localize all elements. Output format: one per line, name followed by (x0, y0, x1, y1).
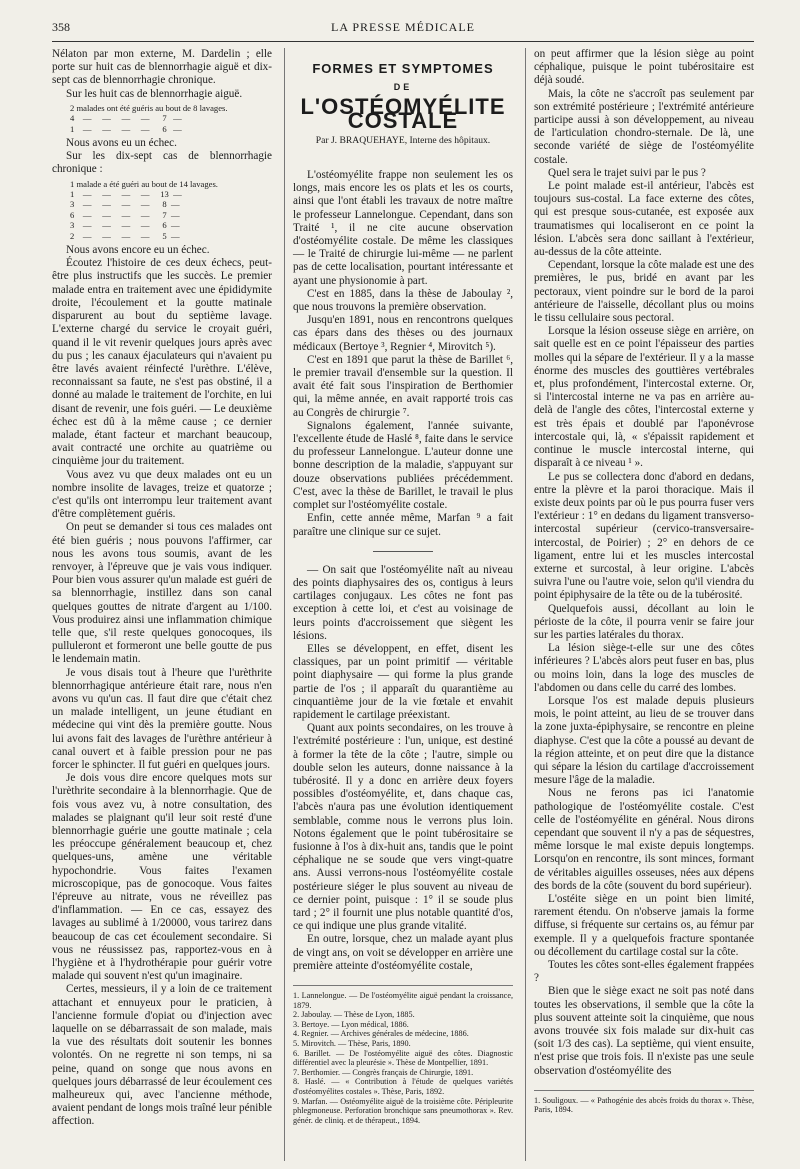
running-header (52, 20, 754, 38)
column-middle (284, 48, 513, 1161)
paragraph: Enfin, cette année même, Marfan ⁹ a fait paraître une clinique sur ce sujet. (293, 512, 513, 538)
paragraph: Mais, la côte ne s'accroît pas seulement par son extrémité postérieure ; l'extrémité antérieure participe aussi à son développement, au niveau de l'articulation chondro-sternale. De là, une seconde variété de siège de l'ostéomyélite costale. (534, 87, 754, 166)
article-author: Par J. BRAQUEHAYE, Interne des hôpitaux. (315, 134, 491, 146)
paragraph: Le pus se collectera donc d'abord en dedans, entre la plèvre et la paroi thoracique. Mais il existe deux points par où le pus pourra fuser vers l'extérieur : 1° en dedans du ligament transverso-intercostal supérieur (cervico-transversaire-intercostal, de Poirier) ; 2° en dehors de ce ligament, entre lui et les muscles intercostal externe et surcostal, à leur origine. L'abcès suivra l'une ou l'autre voie, selon qu'il viendra du point épiphysaire de la tête ou de la tubérosité. (534, 470, 754, 602)
paragraph: Elles se développent, en effet, disent les classiques, par un point primitif — véritable point diaphysaire — qui forme la plus grande partie de l'os ; il apparaît du quarantième au cinquantième jour de la vie fœtale et envahit rapidement le cartilage préexistant. (293, 642, 513, 721)
paragraph: Je vous disais tout à l'heure que l'urèthrite blennorrhagique antérieure était rare, nous n'en avons vu qu'un cas. Il faut dire que c'était chez un malade intelligent, un jeune étudiant en médecine qui vint dès la première goutte. Nous lui avons fait des lavages de l'urèthre antérieur à canal ouvert et à faible pression pour ne pas forcer le sphincter. Il fut guéri en quelques jours. (52, 666, 272, 771)
column-right (525, 48, 754, 1161)
footnote: 8. Haslé. — « Contribution à l'étude de quelques variétés d'ostéomyélites costales ». Thèse, Paris, 1892. (293, 1077, 513, 1096)
text-columns (52, 48, 754, 1161)
table-line: 6 — — — — 7 — (70, 209, 180, 220)
paragraph: Certes, messieurs, il y a loin de ce traitement attachant et ennuyeux pour le praticien, à l'ancienne formule d'opiat ou d'injection avec laquelle on se débarrassait de son malade, mais la vue des résultats doit soutenir les bonnes volontés. On ne regrette ni son temps, ni sa peine, quand on songe que nous avons en quelques jours débarrassé de leur écoulement ces malheureux qui, avec l'ancienne méthode, avaient pendant de longs mois traîné leur pénible affection. (52, 983, 272, 1128)
paragraph: Sur les dix-sept cas de blennorrhagie chronique : (52, 150, 272, 176)
paragraph: Quant aux points secondaires, on les trouve à l'extrémité postérieure : l'un, unique, est destiné à former la tête de la côte ; l'autre, simple ou double selon les auteurs, donne naissance à la tubérosité. Il y a donc en arrière deux foyers possibles d'ostéomyélite, et, dans chaque cas, l'abcès n'aura pas une évolution identiquement semblable, comme nous le verrons plus loin. Notons également que le point tubérositaire se fusionne à l'os à dix-huit ans, tandis que le point céphalique ne se soude que vers vingt-quatre ans. Aussi verrons-nous l'ostéomyélite costale postérieure siéger le plus souvent au niveau de ce dernier point, puisque : 1° il se soude plus tard ; 2° il fournit une plus notable quantité d'os, ce qui indique une plus grande vitalité. (293, 722, 513, 933)
table-line: 3 — — — — 6 — (70, 220, 180, 231)
paragraph: Nous ne ferons pas ici l'anatomie pathologique de l'ostéomyélite costale. C'est celle de l'ostéomyélite en général. Nous dirons cependant que souvent il n'y a pas de séquestres, même lorsque le mal existe depuis longtemps. Lorsqu'on en rencontre, ils sont minces, formant de véritables aiguilles osseuses, nées aux dépens des bords de la côte (souvent du bord supérieur). (534, 787, 754, 892)
footnote: 1. Souligoux. — « Pathogénie des abcès froids du thorax ». Thèse, Paris, 1894. (534, 1095, 754, 1115)
section-divider (373, 551, 433, 552)
footnote: 1. Lannelongue. — De l'ostéomyélite aiguë pendant la croissance, 1879. (293, 991, 513, 1010)
column-left (52, 48, 272, 1161)
paragraph: Quel sera le trajet suivi par le pus ? (548, 166, 706, 179)
paragraph: Lorsque la lésion osseuse siège en arrière, on sait quelle est en ce point l'épaisseur des parties molles qui la sépare de l'extérieur. Il y a la masse énorme des muscles des gouttières vertébrales et, plus profondément, l'intercostal externe. Or, si l'intercostal interne ne va pas en arrière au-delà de l'angle des côtes, l'intercostal externe y est très épais et doublé par l'aponévrose intercostale qui, là, « s'épaissit rapidement et continue le muscle intercostal interne, qui disparaît à ce niveau ¹ ». (534, 325, 754, 470)
table-line: 4 — — — — 7 — (70, 113, 182, 124)
footnote: 2. Jaboulay. — Thèse de Lyon, 1885. (293, 1010, 415, 1020)
paragraph: Je dois vous dire encore quelques mots sur l'urèthrite secondaire à la blennorrhagie. Que de fois vous avez vu, à notre consultation, des malades se plaignant qu'il leur soit resté d'une blennorrhagie guérie une goutte matinale ; cela les préoccupe généralement beaucoup et, chez quelques-uns, amène une véritable hypochondrie. Vous faites l'examen microscopique, pas de gonocoque. Vous faites l'épreuve au nitrate, vous ne réveillez pas d'inflammation. — En ce cas, essayez des lavages au sublimé à 1/20000, vous tarirez dans beaucoup de cas cet écoulement secondaire. Si vous ne réussissez pas, rapportez-vous en à l'hygiène et à l'hydrothérapie pour guérir votre malade qui souvent n'est qu'un imaginaire. (52, 772, 272, 983)
paragraph: Vous avez vu que deux malades ont eu un nombre insolite de lavages, treize et quatorze ; c'est qu'ils ont interrompu leur traitement avant d'être complètement guéris. (52, 468, 272, 521)
paragraph: On peut se demander si tous ces malades ont été bien guéris ; nous pouvons l'affirmer, car nous les avons tous soumis, avant de les renvoyer, à l'épreuve que je vais vous indiquer. Pour bien vous assurer qu'un malade est guéri de sa blennorrhagie, instillez dans son canal quelques gouttes de nitrate d'argent au 1/100. Vous produirez ainsi une inflammation chimique telle que, s'il reste quelques gonocoques, ils pulluleront et formeront une belle goutte de pus le lendemain matin. (52, 521, 272, 666)
paragraph: Bien que le siège exact ne soit pas noté dans toutes les observations, il semble que la côte la plus souvent atteinte soit la cinquième, que nous avons trouvée six fois malade sur dix-huit cas (soit 1/3 des cas). La septième, qui vient ensuite, n'est prise que trois fois. Il n'existe pas une seule observation d'ostéomyélite des (534, 985, 754, 1077)
paragraph: L'ostéomyélite frappe non seulement les os longs, mais encore les os plats et les os courts, ainsi que l'ont établi les travaux de notre maître le professeur Lannelongue. Cependant, dans son Traité ¹, il ne cite aucune observation d'ostéomyélite costale. De même les classiques — le Traité de chirurgie lui-même — ne parlent pas de cette localisation, pourtant intéressante et ayant une physionomie à part. (293, 169, 513, 287)
paragraph: Sur les huit cas de blennorrhagie aiguë. (66, 87, 243, 100)
paragraph: C'est en 1891 que parut la thèse de Barillet ⁶, le premier travail d'ensemble sur la question. Il avait été fait sous l'inspiration de Berthomier qui, la même année, en avait rapporté trois cas au Congrès de chirurgie ⁷. (293, 353, 513, 419)
paragraph: Nous avons encore eu un échec. (66, 244, 210, 257)
paragraph: Lorsque l'os est malade depuis plusieurs mois, le point atteint, au lieu de se trouver dans la zone juxta-épiphysaire, se rencontre en pleine diaphyse. C'est que la côte a poussé au devant de la région atteinte, et on peut dire que la distance qui sépare la lésion du cartilage d'accroissement mesure l'âge de la maladie. (534, 694, 754, 787)
paragraph: La lésion siège-t-elle sur une des côtes inférieures ? L'abcès alors peut fuser en bas, plus ou moins loin, dans la loge des muscles de l'abdomen ou dans celle du carré des lombes. (534, 642, 754, 694)
table-line: 1 — — — — 13 — (70, 189, 182, 200)
results-table-chronic (70, 179, 272, 241)
paragraph: — On sait que l'ostéomyélite naît au niveau des points diaphysaires des os, contigus à leurs cartilages conjugaux. Les côtes ne font pas exception à cette loi, et c'est au voisinage de leurs points d'accroissement que siègent les lésions. (293, 563, 513, 642)
footnote: 9. Marfan. — Ostéomyélite aiguë de la troisième côte. Péripleurite phlegmoneuse. Perforation bronchique sans pneumothorax ». Rev. génér. de cliniq. et de thérapeut., 1894. (293, 1096, 513, 1125)
table-line: 1 malade a été guéri au bout de 14 lavages. (70, 178, 218, 189)
paragraph: Jusqu'en 1891, nous en rencontrons quelques cas épars dans des thèses ou des journaux médicaux (Bertoye ³, Regnier ⁴, Mirovitch ⁵). (293, 314, 513, 353)
paragraph: En outre, lorsque, chez un malade ayant plus de vingt ans, on voit se développer en arrière une première atteinte d'ostéomyélite costale, (293, 933, 513, 972)
footnote: 6. Barillet. — De l'ostéomyélite aiguë des côtes. Diagnostic différentiel avec la pleurésie ». Thèse de Montpellier, 1891. (293, 1048, 513, 1068)
table-line: 2 malades ont été guéris au bout de 8 lavages. (70, 102, 228, 113)
article-title-line-3: L'OSTÉOMYÉLITE COSTALE (300, 94, 506, 133)
footnote: 5. Mirovitch. — Thèse, Paris, 1890. (293, 1038, 411, 1048)
paragraph: Nélaton par mon externe, M. Dardelin ; elle porte sur huit cas de blennorrhagie aiguë et dix-sept cas de blennorrhagie chronique. (52, 48, 272, 87)
table-line: 3 — — — — 8 — (70, 199, 180, 210)
results-table-acute (70, 103, 272, 134)
header-rule (52, 41, 754, 42)
footnote: 4. Regnier. — Archives générales de médecine, 1886. (293, 1029, 469, 1039)
page-number: 358 (52, 20, 70, 34)
paragraph: L'ostéite siège en un point bien limité, rarement étendu. On n'observe jamais la forme diffuse, si fréquente sur certains os, au fémur par exemple. Il y a quelquefois fracture spontanée ou décollement du cartilage costal sur la côte. (534, 893, 754, 958)
footnotes (534, 1090, 754, 1115)
footnote: 3. Bertoye. — Lyon médical, 1886. (293, 1019, 409, 1029)
paragraph: Nous avons eu un échec. (66, 137, 177, 150)
journal-title: LA PRESSE MÉDICALE (330, 20, 475, 34)
paragraph: Quelquefois aussi, décollant au loin le périoste de la côte, il pourra venir se faire jour sur les parties latérales du thorax. (534, 602, 754, 641)
footnotes (293, 985, 513, 1125)
article-title-line-2: DE (393, 82, 413, 93)
paragraph: Cependant, lorsque la côte malade est une des premières, le pus, bridé en avant par les pectoraux, vient poindre sur le bord de la paroi antérieure de l'aisselle, décollant plus ou moins le tissu cellulaire sous pectoral. (534, 259, 754, 325)
table-line: 1 — — — — 6 — (70, 123, 182, 134)
paragraph: Toutes les côtes sont-elles également frappées ? (534, 959, 754, 985)
article-title-line-1: FORMES ET SYMPTOMES (312, 61, 494, 76)
table-line: 2 — — — — 5 — (70, 230, 180, 241)
footnote: 7. Berthomier. — Congrès français de Chirurgie, 1891. (293, 1067, 474, 1077)
paragraph: C'est en 1885, dans la thèse de Jaboulay ², que nous trouvons la première observation. (293, 287, 513, 314)
paragraph: Signalons également, l'année suivante, l'excellente étude de Haslé ⁸, faite dans le service du professeur Lannelongue. L'auteur donne une bonne description de la maladie, s'appuyant sur douze observations publiées précédemment. C'est, avec la thèse de Barillet, le travail le plus complet sur l'ostéomyélite costale. (293, 419, 513, 512)
paragraph: on peut affirmer que la lésion siège au point céphalique, puisque le point tubérositaire est déjà soudé. (534, 48, 754, 87)
paragraph: Le point malade est-il antérieur, l'abcès est toujours sus-costal. La face externe des côtes, qui est presque sous-cutanée, est exposée aux traumatismes qui localiseront en ce point la lésion. L'abcès sera donc saillant à l'extérieur, au-dessus de la côte atteinte. (534, 180, 754, 259)
paragraph: Écoutez l'histoire de ces deux échecs, peut-être plus instructifs que les succès. Le premier malade entra en traitement avec une épididymite droite, l'écoulement et la goutte matinale disparurent au bout du septième lavage. L'externe chargé du service le croyait guéri, quand il le vit revenir quelques jours après avec du pus ; les canaux éjaculateurs qui n'avaient pu être lavés avaient réinfecté l'urèthre. L'élève, reconnaissant sa faute, ne s'est pas obstiné, il a donné au malade le traitement de l'orchite, en lui disant de revenir, une fois guéri. — Le deuxième échec est dû à la même cause ; ce dernier malade, étant facteur et marchant beaucoup, avait contracté une orchite au quatrième ou cinquième jour du traitement. (52, 257, 272, 468)
